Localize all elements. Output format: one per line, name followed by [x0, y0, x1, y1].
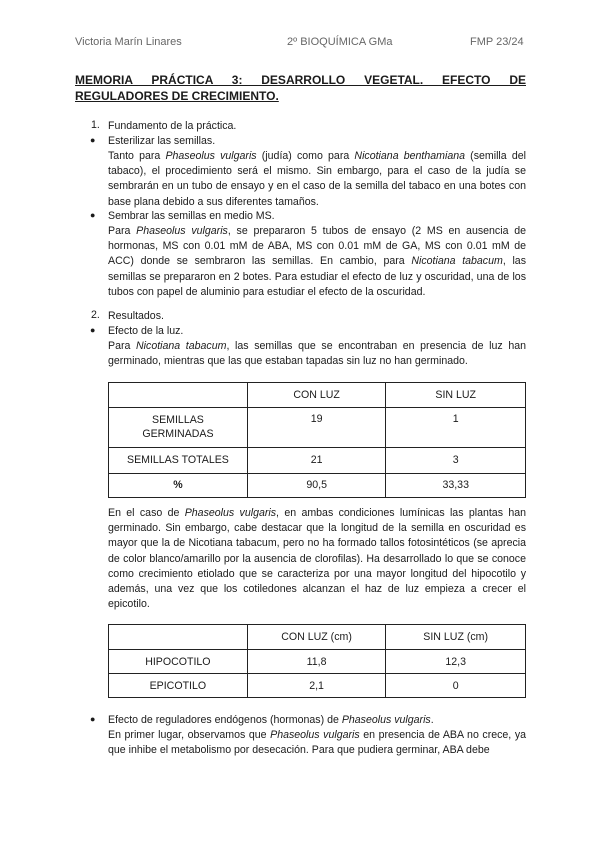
table-cell	[109, 383, 248, 408]
table-row	[109, 408, 526, 448]
table-row-label: SEMILLAS TOTALES	[109, 448, 248, 474]
table-row	[109, 448, 526, 474]
table-cell: 12,3	[386, 650, 526, 674]
table-row-label: EPICOTILO	[109, 674, 248, 698]
header-code: FMP 23/24	[470, 36, 524, 48]
bullet-icon: ●	[90, 714, 96, 724]
table-cell: 11,8	[247, 650, 386, 674]
table-row-label: HIPOCOTILO	[109, 650, 248, 674]
bullet-icon: ●	[90, 210, 96, 220]
section2-bullet1-heading: Efecto de la luz.	[108, 325, 184, 337]
table-row-label: SEMILLAS GERMINADAS	[109, 408, 248, 448]
header-course: 2º BIOQUÍMICA GMa	[287, 36, 393, 48]
bullet-icon: ●	[90, 135, 96, 145]
section2-number: 2.	[91, 309, 100, 321]
header-author: Victoria Marín Linares	[75, 36, 182, 48]
section2-bullet1-text: Para Nicotiana tabacum, las semillas que se encontraban en presencia de luz han germinado, mientras que las que estaban tapadas sin luz no han germinado.	[108, 340, 526, 368]
section1-heading: Fundamento de la práctica.	[108, 120, 237, 132]
table-cell: 33,33	[386, 474, 526, 498]
section1-bullet2-text: Para Phaseolus vulgaris, se prepararon 5 tubos de ensayo (2 MS en ausencia de hormonas, MS con 0.01 mM de ABA, MS con 0.01 mM de GA, MS con 0.01 mM de ACC) donde se sembraron las semillas. En cambio, para Nicotiana tabacum, las semillas se prepararon en 2 botes. Para estudiar el efecto de luz y oscuridad, una de los tubos con papel de aluminio para estudiar el efecto de la oscuridad.	[108, 225, 526, 298]
table-row	[109, 474, 526, 498]
light-effect-table	[108, 382, 526, 498]
table-header-row	[109, 625, 526, 650]
section1-bullet1-heading: Esterilizar las semillas.	[108, 135, 216, 147]
section1-bullet2-heading: Sembrar las semillas en medio MS.	[108, 210, 275, 222]
table-cell: SIN LUZ (cm)	[386, 625, 526, 650]
document-title-line2: REGULADORES DE CRECIMIENTO.	[75, 89, 279, 103]
table-cell: 19	[247, 408, 386, 448]
table-cell: 3	[386, 448, 526, 474]
table-cell: SIN LUZ	[386, 383, 526, 408]
table-cell: 1	[386, 408, 526, 448]
section2-heading: Resultados.	[108, 310, 164, 322]
section1-bullet1-text: Tanto para Phaseolus vulgaris (judía) como para Nicotiana benthamiana (semilla del tabaco), el procedimiento será el mismo. Sin embargo, para el caso de la judía se sembrarán en un tubo de ensayo y en el caso de la semilla del tabaco en una botes con base plana debido a sus diferentes tamaños.	[108, 150, 526, 208]
table-cell: 21	[247, 448, 386, 474]
table-cell	[109, 625, 248, 650]
table-cell: 90,5	[247, 474, 386, 498]
table-row	[109, 674, 526, 698]
table-row-label: %	[109, 474, 248, 498]
table-row	[109, 650, 526, 674]
section2-bullet2-text: En primer lugar, observamos que Phaseolus vulgaris en presencia de ABA no crece, ya que inhibe el metabolismo por desecación. Para que pudiera germinar, ABA debe	[108, 729, 527, 757]
section1-number: 1.	[91, 119, 100, 131]
table-cell: 0	[386, 674, 526, 698]
document-title-line1: MEMORIA PRÁCTICA 3: DESARROLLO VEGETAL. EFECTO DE	[75, 73, 526, 87]
hypocotyl-table	[108, 624, 526, 698]
section2-after-table1-text: En el caso de Phaseolus vulgaris, en ambas condiciones lumínicas las plantas han germinado. Sin embargo, cabe destacar que la longitud de la semilla en oscuridad es mayor que la de Nicotiana tabacum, pero no ha formado tallos fotosintéticos (se aprecia de color blanco/amarillo por la ausencia de clorofilas). Ha desarrollado lo que se conoce como crecimiento etiolado que se caracteriza por una mayor longitud del hipocotilo y además, una vez que los cotiledones alcanzan el haz de luz empieza a crecer el epicotilo.	[108, 507, 527, 611]
table-cell: CON LUZ	[247, 383, 386, 408]
section2-bullet2-heading: Efecto de reguladores endógenos (hormonas) de Phaseolus vulgaris.	[108, 714, 434, 726]
table-cell: 2,1	[247, 674, 386, 698]
bullet-icon: ●	[90, 325, 96, 335]
table-header-row	[109, 383, 526, 408]
table-cell: CON LUZ (cm)	[247, 625, 386, 650]
